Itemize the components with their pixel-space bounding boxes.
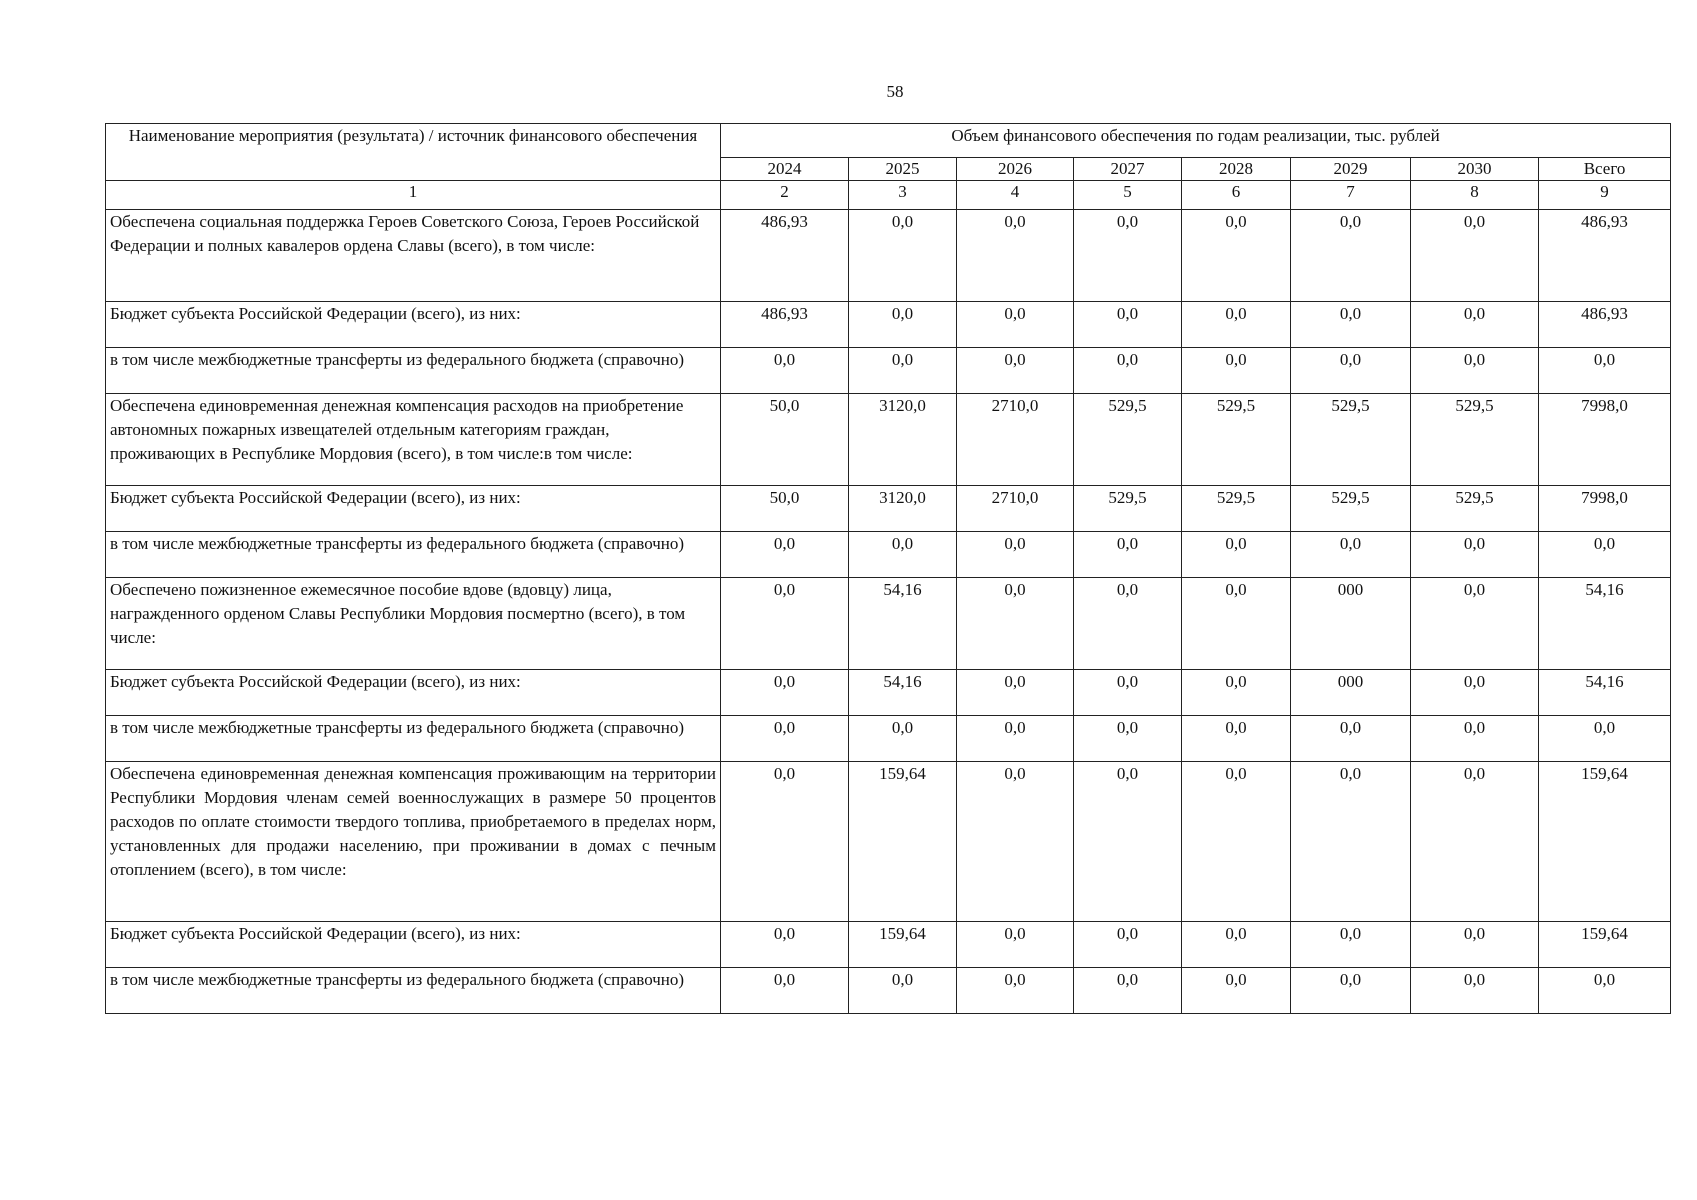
row-year-value: 529,5 bbox=[1291, 486, 1411, 532]
column-number: 6 bbox=[1182, 181, 1291, 210]
row-year-value: 0,0 bbox=[1182, 348, 1291, 394]
row-year-value: 0,0 bbox=[1291, 922, 1411, 968]
header-row bbox=[106, 124, 1671, 158]
row-year-value: 50,0 bbox=[721, 394, 849, 486]
row-year-value: 0,0 bbox=[849, 968, 957, 1014]
column-number: 9 bbox=[1539, 181, 1671, 210]
year-header: 2027 bbox=[1074, 158, 1182, 181]
row-total-value: 54,16 bbox=[1539, 578, 1671, 670]
row-year-value: 159,64 bbox=[849, 762, 957, 922]
row-year-value: 0,0 bbox=[721, 762, 849, 922]
row-year-value: 0,0 bbox=[849, 302, 957, 348]
row-year-value: 0,0 bbox=[957, 532, 1074, 578]
column-number: 7 bbox=[1291, 181, 1411, 210]
financing-table bbox=[105, 123, 1671, 1014]
page-number: 58 bbox=[886, 82, 904, 101]
row-year-value: 529,5 bbox=[1074, 394, 1182, 486]
row-year-value: 0,0 bbox=[1074, 578, 1182, 670]
row-total-value: 7998,0 bbox=[1539, 486, 1671, 532]
row-year-value: 000 bbox=[1291, 670, 1411, 716]
row-year-value: 0,0 bbox=[1182, 716, 1291, 762]
row-year-value: 529,5 bbox=[1182, 394, 1291, 486]
row-year-value: 0,0 bbox=[1411, 716, 1539, 762]
row-total-value: 486,93 bbox=[1539, 302, 1671, 348]
row-year-value: 0,0 bbox=[721, 922, 849, 968]
row-year-value: 0,0 bbox=[957, 302, 1074, 348]
row-year-value: 3120,0 bbox=[849, 486, 957, 532]
year-header: 2028 bbox=[1182, 158, 1291, 181]
row-year-value: 0,0 bbox=[1182, 210, 1291, 302]
row-total-value: 54,16 bbox=[1539, 670, 1671, 716]
row-name: в том числе межбюджетные трансферты из федерального бюджета (справочно) bbox=[106, 348, 721, 394]
row-name: в том числе межбюджетные трансферты из федерального бюджета (справочно) bbox=[106, 716, 721, 762]
row-year-value: 0,0 bbox=[1411, 922, 1539, 968]
row-year-value: 0,0 bbox=[957, 922, 1074, 968]
row-total-value: 159,64 bbox=[1539, 922, 1671, 968]
row-year-value: 0,0 bbox=[1182, 302, 1291, 348]
year-header: 2029 bbox=[1291, 158, 1411, 181]
row-year-value: 0,0 bbox=[957, 578, 1074, 670]
table-row bbox=[106, 922, 1671, 968]
row-year-value: 529,5 bbox=[1411, 486, 1539, 532]
row-year-value: 0,0 bbox=[957, 348, 1074, 394]
row-year-value: 0,0 bbox=[957, 762, 1074, 922]
row-year-value: 0,0 bbox=[1182, 922, 1291, 968]
row-year-value: 0,0 bbox=[1074, 762, 1182, 922]
table-row bbox=[106, 762, 1671, 922]
year-header: 2026 bbox=[957, 158, 1074, 181]
row-name: в том числе межбюджетные трансферты из федерального бюджета (справочно) bbox=[106, 532, 721, 578]
row-year-value: 159,64 bbox=[849, 922, 957, 968]
table-row bbox=[106, 348, 1671, 394]
table-row bbox=[106, 210, 1671, 302]
column-number: 4 bbox=[957, 181, 1074, 210]
row-year-value: 0,0 bbox=[721, 348, 849, 394]
table-row bbox=[106, 532, 1671, 578]
row-year-value: 0,0 bbox=[721, 532, 849, 578]
row-year-value: 0,0 bbox=[1411, 670, 1539, 716]
row-year-value: 529,5 bbox=[1074, 486, 1182, 532]
row-total-value: 0,0 bbox=[1539, 348, 1671, 394]
row-year-value: 0,0 bbox=[1182, 532, 1291, 578]
row-year-value: 0,0 bbox=[1074, 968, 1182, 1014]
row-year-value: 0,0 bbox=[1291, 968, 1411, 1014]
row-year-value: 0,0 bbox=[1182, 762, 1291, 922]
row-year-value: 0,0 bbox=[1074, 922, 1182, 968]
row-year-value: 0,0 bbox=[1291, 348, 1411, 394]
row-year-value: 0,0 bbox=[1074, 716, 1182, 762]
row-year-value: 0,0 bbox=[721, 716, 849, 762]
row-name: Бюджет субъекта Российской Федерации (всего), из них: bbox=[106, 302, 721, 348]
row-year-value: 0,0 bbox=[1074, 210, 1182, 302]
row-year-value: 54,16 bbox=[849, 670, 957, 716]
row-name: Бюджет субъекта Российской Федерации (всего), из них: bbox=[106, 486, 721, 532]
row-year-value: 0,0 bbox=[1074, 348, 1182, 394]
row-year-value: 0,0 bbox=[1411, 968, 1539, 1014]
row-year-value: 0,0 bbox=[957, 716, 1074, 762]
column-number-row bbox=[106, 181, 1671, 210]
row-year-value: 0,0 bbox=[849, 210, 957, 302]
row-year-value: 0,0 bbox=[721, 670, 849, 716]
total-header: Всего bbox=[1539, 158, 1671, 181]
row-total-value: 0,0 bbox=[1539, 532, 1671, 578]
row-year-value: 50,0 bbox=[721, 486, 849, 532]
table-body bbox=[106, 210, 1671, 1014]
row-year-value: 529,5 bbox=[1291, 394, 1411, 486]
row-year-value: 0,0 bbox=[1074, 670, 1182, 716]
row-year-value: 486,93 bbox=[721, 210, 849, 302]
column-number: 2 bbox=[721, 181, 849, 210]
row-year-value: 0,0 bbox=[1182, 968, 1291, 1014]
row-name: в том числе межбюджетные трансферты из федерального бюджета (справочно) bbox=[106, 968, 721, 1014]
row-total-value: 486,93 bbox=[1539, 210, 1671, 302]
row-total-value: 7998,0 bbox=[1539, 394, 1671, 486]
row-name: Бюджет субъекта Российской Федерации (всего), из них: bbox=[106, 670, 721, 716]
table-row bbox=[106, 486, 1671, 532]
financing-group-header: Объем финансового обеспечения по годам реализации, тыс. рублей bbox=[721, 124, 1671, 158]
row-year-value: 0,0 bbox=[957, 210, 1074, 302]
row-name: Обеспечено пожизненное ежемесячное пособие вдове (вдовцу) лица, награжденного орденом Славы Республики Мордовия посмертно (всего), в том числе: bbox=[106, 578, 721, 670]
table-row bbox=[106, 302, 1671, 348]
row-year-value: 0,0 bbox=[1411, 578, 1539, 670]
row-name: Бюджет субъекта Российской Федерации (всего), из них: bbox=[106, 922, 721, 968]
column-number: 8 bbox=[1411, 181, 1539, 210]
row-year-value: 0,0 bbox=[1074, 532, 1182, 578]
column-number: 1 bbox=[106, 181, 721, 210]
row-year-value: 0,0 bbox=[1411, 302, 1539, 348]
row-year-value: 2710,0 bbox=[957, 394, 1074, 486]
year-header: 2024 bbox=[721, 158, 849, 181]
row-name: Обеспечена единовременная денежная компенсация расходов на приобретение автономных пожарных извещателей отдельным категориям граждан, проживающих в Республике Мордовия (всего), в том числе:в том числе: bbox=[106, 394, 721, 486]
row-year-value: 0,0 bbox=[1291, 210, 1411, 302]
table-row bbox=[106, 716, 1671, 762]
table-row bbox=[106, 394, 1671, 486]
row-year-value: 3120,0 bbox=[849, 394, 957, 486]
row-name: Обеспечена социальная поддержка Героев Советского Союза, Героев Российской Федерации и полных кавалеров ордена Славы (всего), в том числе: bbox=[106, 210, 721, 302]
row-year-value: 0,0 bbox=[1411, 762, 1539, 922]
table-row bbox=[106, 670, 1671, 716]
row-year-value: 0,0 bbox=[1291, 532, 1411, 578]
row-year-value: 0,0 bbox=[849, 348, 957, 394]
row-year-value: 0,0 bbox=[1411, 532, 1539, 578]
row-year-value: 0,0 bbox=[849, 532, 957, 578]
row-year-value: 0,0 bbox=[849, 716, 957, 762]
row-year-value: 0,0 bbox=[721, 578, 849, 670]
row-year-value: 0,0 bbox=[1291, 762, 1411, 922]
row-year-value: 0,0 bbox=[957, 670, 1074, 716]
row-year-value: 2710,0 bbox=[957, 486, 1074, 532]
row-year-value: 54,16 bbox=[849, 578, 957, 670]
row-year-value: 0,0 bbox=[1074, 302, 1182, 348]
table-row bbox=[106, 578, 1671, 670]
year-header: 2025 bbox=[849, 158, 957, 181]
row-year-value: 0,0 bbox=[1411, 348, 1539, 394]
row-name: Обеспечена единовременная денежная компенсация проживающим на территории Республики Мордовия членам семей военнослужащих в размере 50 процентов расходов по оплате стоимости твердого топлива, приобретаемого в пределах норм, установленных для продажи населению, при проживании в домах с печным отоплением (всего), в том числе: bbox=[106, 762, 721, 922]
row-year-value: 0,0 bbox=[1291, 302, 1411, 348]
row-year-value: 529,5 bbox=[1411, 394, 1539, 486]
row-year-value: 529,5 bbox=[1182, 486, 1291, 532]
row-total-value: 0,0 bbox=[1539, 716, 1671, 762]
row-year-value: 0,0 bbox=[721, 968, 849, 1014]
name-column-header: Наименование мероприятия (результата) / источник финансового обеспечения bbox=[106, 124, 721, 181]
row-year-value: 0,0 bbox=[957, 968, 1074, 1014]
table-row bbox=[106, 968, 1671, 1014]
row-total-value: 0,0 bbox=[1539, 968, 1671, 1014]
column-number: 5 bbox=[1074, 181, 1182, 210]
year-header: 2030 bbox=[1411, 158, 1539, 181]
row-year-value: 0,0 bbox=[1182, 578, 1291, 670]
row-total-value: 159,64 bbox=[1539, 762, 1671, 922]
row-year-value: 486,93 bbox=[721, 302, 849, 348]
row-year-value: 000 bbox=[1291, 578, 1411, 670]
row-year-value: 0,0 bbox=[1182, 670, 1291, 716]
column-number: 3 bbox=[849, 181, 957, 210]
row-year-value: 0,0 bbox=[1411, 210, 1539, 302]
row-year-value: 0,0 bbox=[1291, 716, 1411, 762]
